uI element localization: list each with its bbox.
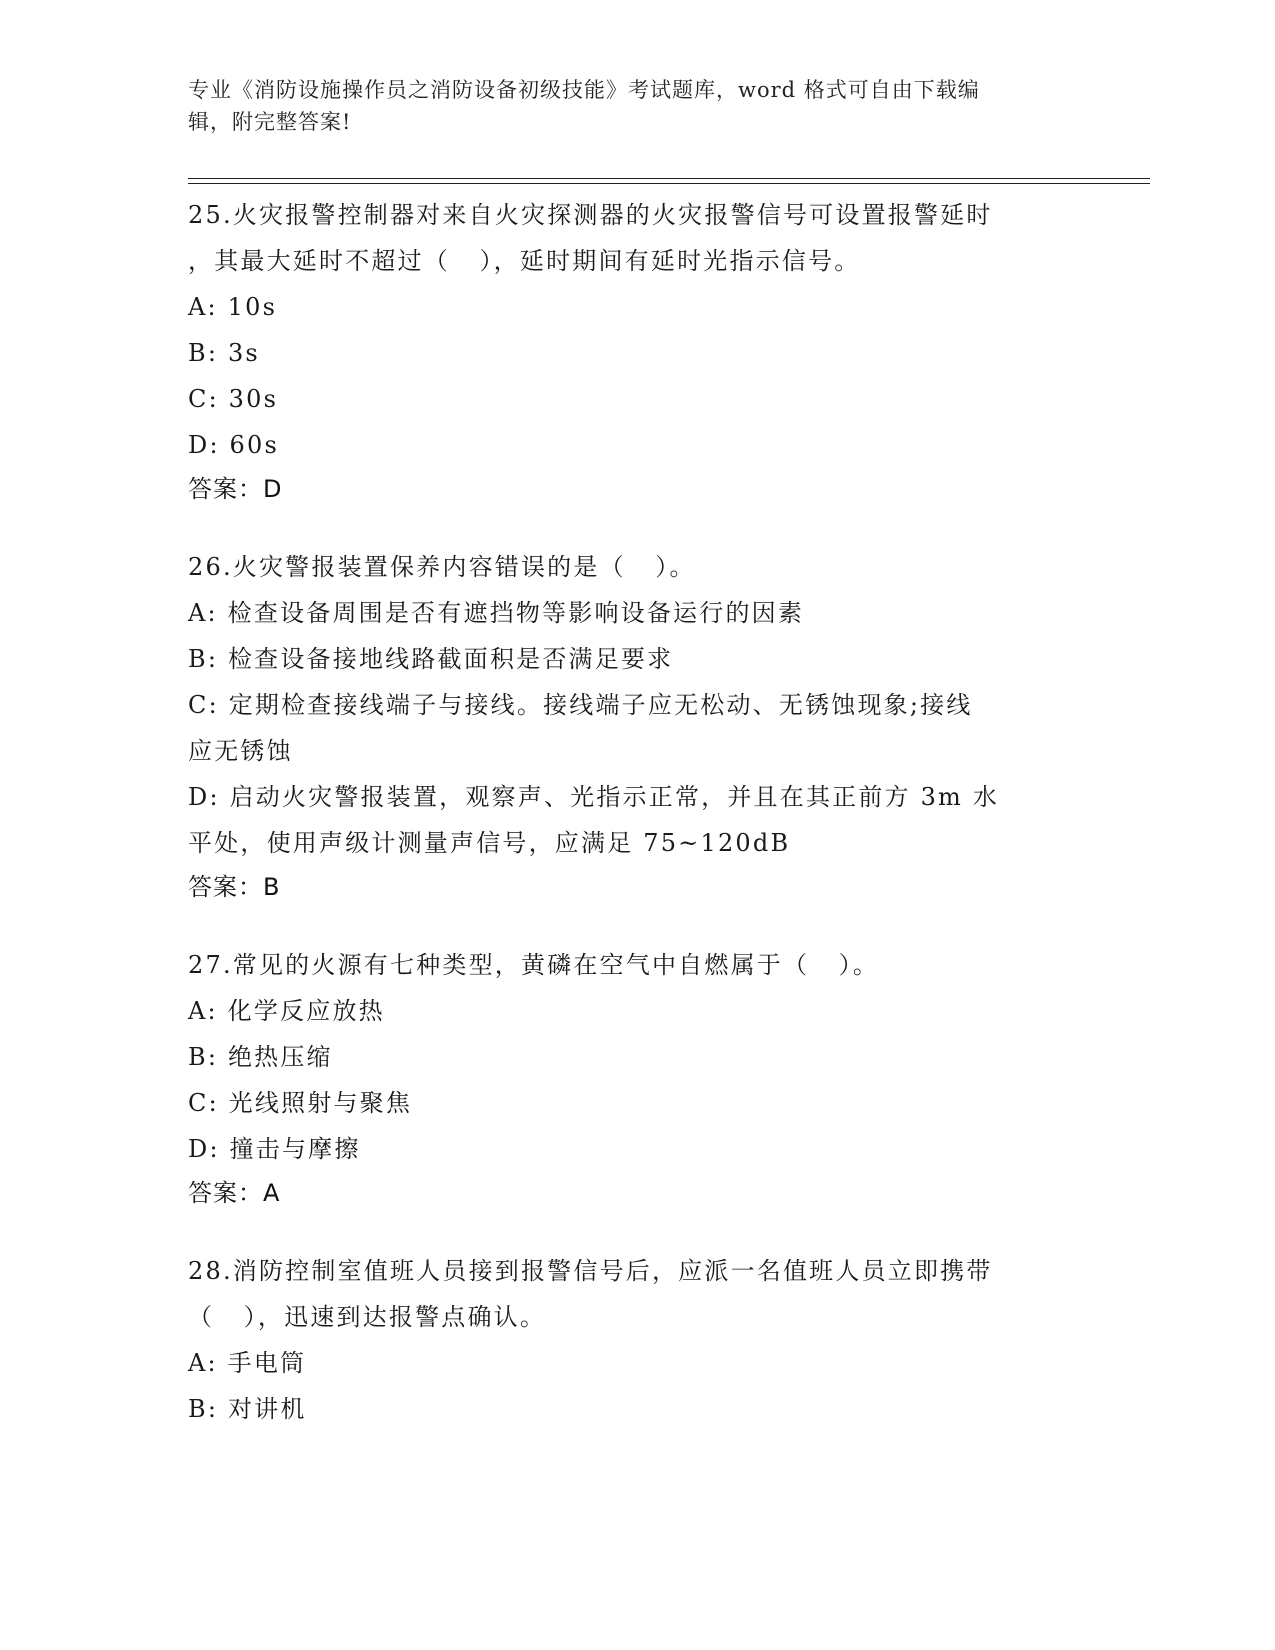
option-d-continued: 平处，使用声级计测量声信号，应满足 75~120dB	[188, 829, 791, 857]
question-27	[188, 942, 1088, 1214]
question-stem	[188, 942, 1088, 988]
header-line-1: 专业《消防设施操作员之消防设备初级技能》考试题库，word 格式可自由下载编	[188, 78, 980, 102]
answer: 答案：B	[188, 873, 281, 901]
stem-line: ，其最大延时不超过（ ），延时期间有延时光指示信号。	[188, 247, 861, 275]
answer: 答案：D	[188, 475, 283, 503]
question-stem	[188, 544, 1088, 590]
question-26	[188, 544, 1088, 908]
stem-line: （ ），迅速到达报警点确认。	[188, 1303, 547, 1331]
stem-line: 27.常见的火源有七种类型，黄磷在空气中自燃属于（ ）。	[188, 951, 880, 979]
question-25	[188, 192, 1088, 510]
option-b: B: 对讲机	[188, 1395, 307, 1423]
option-c: C: 光线照射与聚焦	[188, 1089, 413, 1117]
header-rule-bottom	[188, 183, 1150, 184]
header-rule-top	[188, 178, 1150, 179]
option-d: D: 60s	[188, 431, 280, 459]
stem-line: 25.火灾报警控制器对来自火灾探测器的火灾报警信号可设置报警延时	[188, 201, 993, 229]
question-28	[188, 1248, 1088, 1432]
option-d: D: 撞击与摩擦	[188, 1135, 361, 1163]
question-stem	[188, 192, 1088, 284]
question-list	[188, 192, 1088, 1466]
option-a: A: 化学反应放热	[188, 997, 385, 1025]
option-d: D: 启动火灾警报装置，观察声、光指示正常，并且在其正前方 3m 水	[188, 783, 1000, 811]
option-b: B: 检查设备接地线路截面积是否满足要求	[188, 645, 674, 673]
stem-line: 28.消防控制室值班人员接到报警信号后，应派一名值班人员立即携带	[188, 1257, 993, 1285]
option-c: C: 30s	[188, 385, 279, 413]
option-b: B: 3s	[188, 339, 260, 367]
document-header	[188, 74, 1068, 138]
question-stem	[188, 1248, 1088, 1340]
answer: 答案：A	[188, 1179, 281, 1207]
option-c: C: 定期检查接线端子与接线。接线端子应无松动、无锈蚀现象;接线	[188, 691, 973, 719]
option-c-continued: 应无锈蚀	[188, 737, 293, 765]
option-b: B: 绝热压缩	[188, 1043, 333, 1071]
header-line-2: 辑，附完整答案!	[188, 110, 352, 134]
option-a: A: 检查设备周围是否有遮挡物等影响设备运行的因素	[188, 599, 805, 627]
option-a: A: 10s	[188, 293, 278, 321]
stem-line: 26.火灾警报装置保养内容错误的是（ ）。	[188, 553, 696, 581]
option-a: A: 手电筒	[188, 1349, 307, 1377]
